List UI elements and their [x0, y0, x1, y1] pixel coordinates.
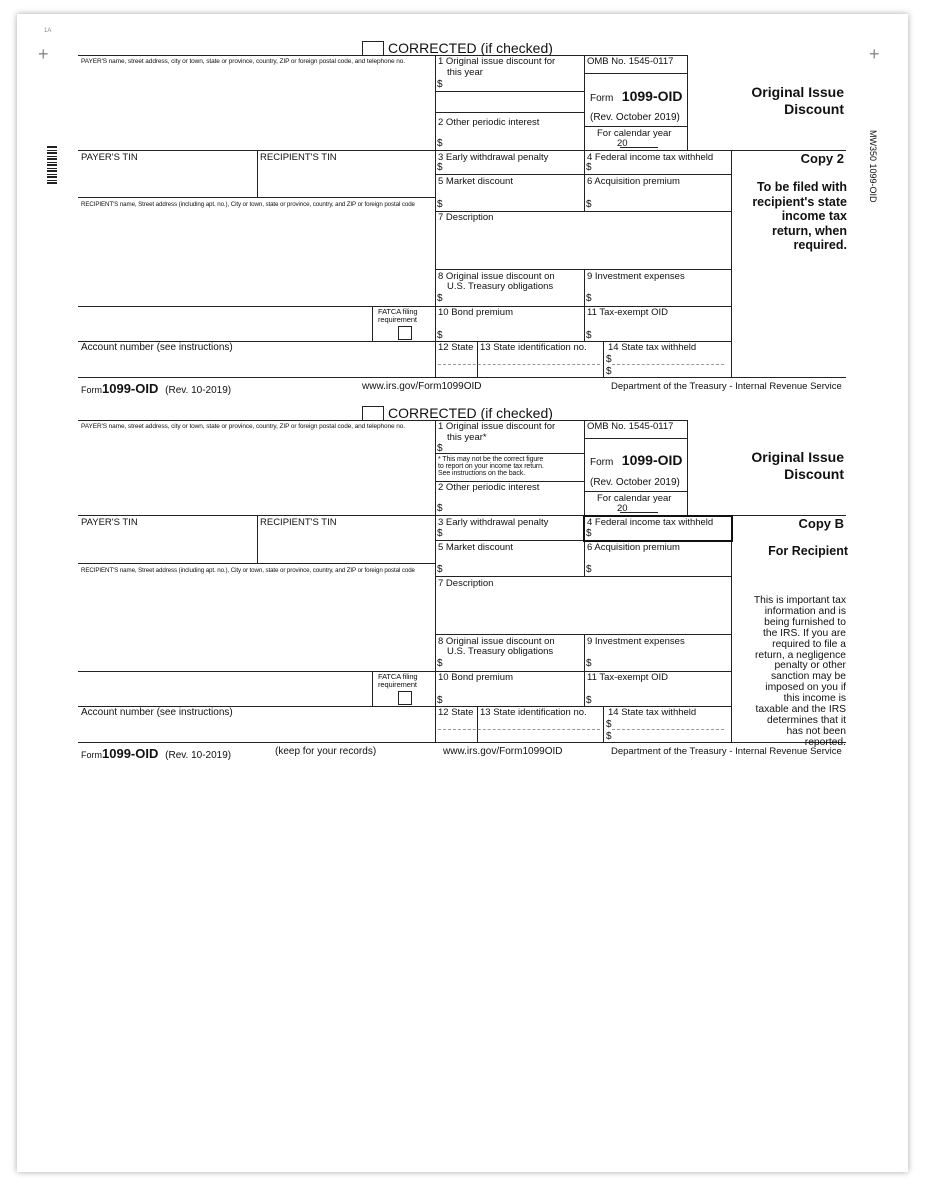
crop-mark-left: + [38, 44, 49, 64]
box2-label: 2 Other periodic interest [438, 482, 540, 493]
recipient-name-label: RECIPIENT'S name, Street address (including apt. no.), City or town, state or province, country, and ZIP or foreign postal code [81, 567, 415, 574]
recipient-tin-label: RECIPIENT'S TIN [260, 152, 337, 163]
box12-label: 12 State [438, 707, 474, 718]
revision: (Rev. October 2019) [590, 477, 680, 488]
box8-label-2: U.S. Treasury obligations [447, 646, 554, 657]
payer-name-label: PAYER'S name, street address, city or town, state or province, country, ZIP or foreign postal code, and telephone no. [81, 58, 405, 65]
fatca-checkbox[interactable] [398, 691, 412, 705]
calendar-year-label: For calendar year [597, 128, 672, 139]
recipient-name-label: RECIPIENT'S name, Street address (including apt. no.), City or town, state or province, country, and ZIP or foreign postal code [81, 201, 415, 208]
recipient-tin-label: RECIPIENT'S TIN [260, 517, 337, 528]
footer-form: Form1099-OID (Rev. 10-2019) [81, 381, 232, 396]
crop-mark-right: + [869, 44, 880, 64]
fatca-checkbox[interactable] [398, 326, 412, 340]
footer-department: Department of the Treasury - Internal Revenue Service [611, 746, 842, 757]
payer-tin-label: PAYER'S TIN [81, 152, 138, 163]
form-number: Form 1099-OID [590, 452, 683, 468]
box8-dollar: $ [437, 293, 443, 304]
box1-note: * This may not be the correct figure to report on your income tax return. See instructions on the back. [438, 456, 544, 477]
form-title: Original Issue Discount [751, 449, 844, 482]
box1-label: 1 Original issue discount for [438, 56, 556, 67]
box14-dollar-2: $ [606, 731, 612, 742]
box12-label: 12 State [438, 342, 474, 353]
footer-url[interactable]: www.irs.gov/Form1099OID [362, 381, 482, 392]
fatca-label: FATCA filing requirement [378, 672, 418, 689]
barcode-image [47, 146, 57, 184]
footer-keep-note: (keep for your records) [275, 746, 377, 757]
box14-label: 14 State tax withheld [608, 342, 697, 353]
box10-label: 10 Bond premium [438, 307, 513, 318]
box4-label: 4 Federal income tax withheld [587, 517, 714, 528]
box3-dollar: $ [437, 162, 443, 173]
box6-dollar: $ [586, 199, 592, 210]
box4-dollar: $ [586, 162, 592, 173]
box5-label: 5 Market discount [438, 542, 513, 553]
box8-dollar: $ [437, 658, 443, 669]
copy-label: Copy B [798, 516, 844, 531]
footer-url[interactable]: www.irs.gov/Form1099OID [443, 746, 563, 757]
corrected-label: CORRECTED (if checked) [388, 40, 553, 56]
footer-form: Form1099-OID (Rev. 10-2019) [81, 746, 232, 761]
box11-label: 11 Tax-exempt OID [587, 672, 668, 683]
revision: (Rev. October 2019) [590, 112, 680, 123]
account-label: Account number (see instructions) [81, 342, 233, 353]
copy-sub-label: For Recipient [768, 544, 848, 558]
box8-label: 8 Original issue discount on [438, 271, 555, 282]
box13-label: 13 State identification no. [480, 342, 587, 353]
calendar-year-label: For calendar year [597, 493, 672, 504]
box5-dollar: $ [437, 199, 443, 210]
box8-label-2: U.S. Treasury obligations [447, 281, 554, 292]
omb-number: OMB No. 1545-0117 [587, 56, 674, 67]
payer-name-label: PAYER'S name, street address, city or town, state or province, country, ZIP or foreign postal code, and telephone no. [81, 423, 405, 430]
corrected-checkbox[interactable] [362, 41, 384, 56]
box14-dollar-1: $ [606, 719, 612, 730]
box9-label: 9 Investment expenses [587, 271, 685, 282]
account-label: Account number (see instructions) [81, 707, 233, 718]
side-form-code: MW350 1099-OID [868, 130, 878, 203]
box10-dollar: $ [437, 695, 443, 706]
box10-label: 10 Bond premium [438, 672, 513, 683]
omb-number: OMB No. 1545-0117 [587, 421, 674, 432]
box10-dollar: $ [437, 330, 443, 341]
box1-label-2: this year* [447, 432, 487, 443]
box1-dollar: $ [437, 79, 443, 90]
corrected-label: CORRECTED (if checked) [388, 405, 553, 421]
box11-dollar: $ [586, 695, 592, 706]
box14-dollar-1: $ [606, 354, 612, 365]
box14-label: 14 State tax withheld [608, 707, 697, 718]
box13-label: 13 State identification no. [480, 707, 587, 718]
copyB-instructions: This is important tax information and is being furnished to the IRS. If you are required to file a return, a negligence penalty or other sanction may be imposed on you if this income is taxable and the IRS determines that it has not been reported. [753, 595, 846, 748]
box6-dollar: $ [586, 564, 592, 575]
box5-label: 5 Market discount [438, 176, 513, 187]
fatca-label: FATCA filing requirement [378, 307, 418, 324]
form-number: Form 1099-OID [590, 88, 683, 104]
footer-department: Department of the Treasury - Internal Revenue Service [611, 381, 842, 392]
box2-dollar: $ [437, 503, 443, 514]
box3-label: 3 Early withdrawal penalty [438, 517, 549, 528]
box6-label: 6 Acquisition premium [587, 176, 680, 187]
box11-dollar: $ [586, 330, 592, 341]
box7-label: 7 Description [438, 212, 494, 223]
box8-label: 8 Original issue discount on [438, 636, 555, 647]
form-title: Original Issue Discount [751, 84, 844, 117]
box3-label: 3 Early withdrawal penalty [438, 152, 549, 163]
payer-tin-label: PAYER'S TIN [81, 517, 138, 528]
box14-dollar-2: $ [606, 366, 612, 377]
box3-dollar: $ [437, 528, 443, 539]
box4-label: 4 Federal income tax withheld [587, 152, 714, 163]
box9-label: 9 Investment expenses [587, 636, 685, 647]
corrected-checkbox[interactable] [362, 406, 384, 421]
year-prefix: 20 [617, 138, 628, 149]
box6-label: 6 Acquisition premium [587, 542, 680, 553]
box11-label: 11 Tax-exempt OID [587, 307, 668, 318]
box2-dollar: $ [437, 138, 443, 149]
box1-label-2: this year [447, 67, 483, 78]
year-prefix: 20 [617, 503, 628, 514]
box9-dollar: $ [586, 293, 592, 304]
box2-label: 2 Other periodic interest [438, 117, 540, 128]
copy-label: Copy 2 [800, 151, 844, 166]
box1-dollar: $ [437, 443, 443, 454]
box5-dollar: $ [437, 564, 443, 575]
corner-mark: 1A [44, 28, 52, 34]
box4-dollar: $ [586, 528, 592, 539]
box1-label: 1 Original issue discount for [438, 421, 556, 432]
box9-dollar: $ [586, 658, 592, 669]
copy2-instructions: To be filed with recipient's state income tax return, when required. [752, 180, 847, 252]
box7-label: 7 Description [438, 578, 494, 589]
